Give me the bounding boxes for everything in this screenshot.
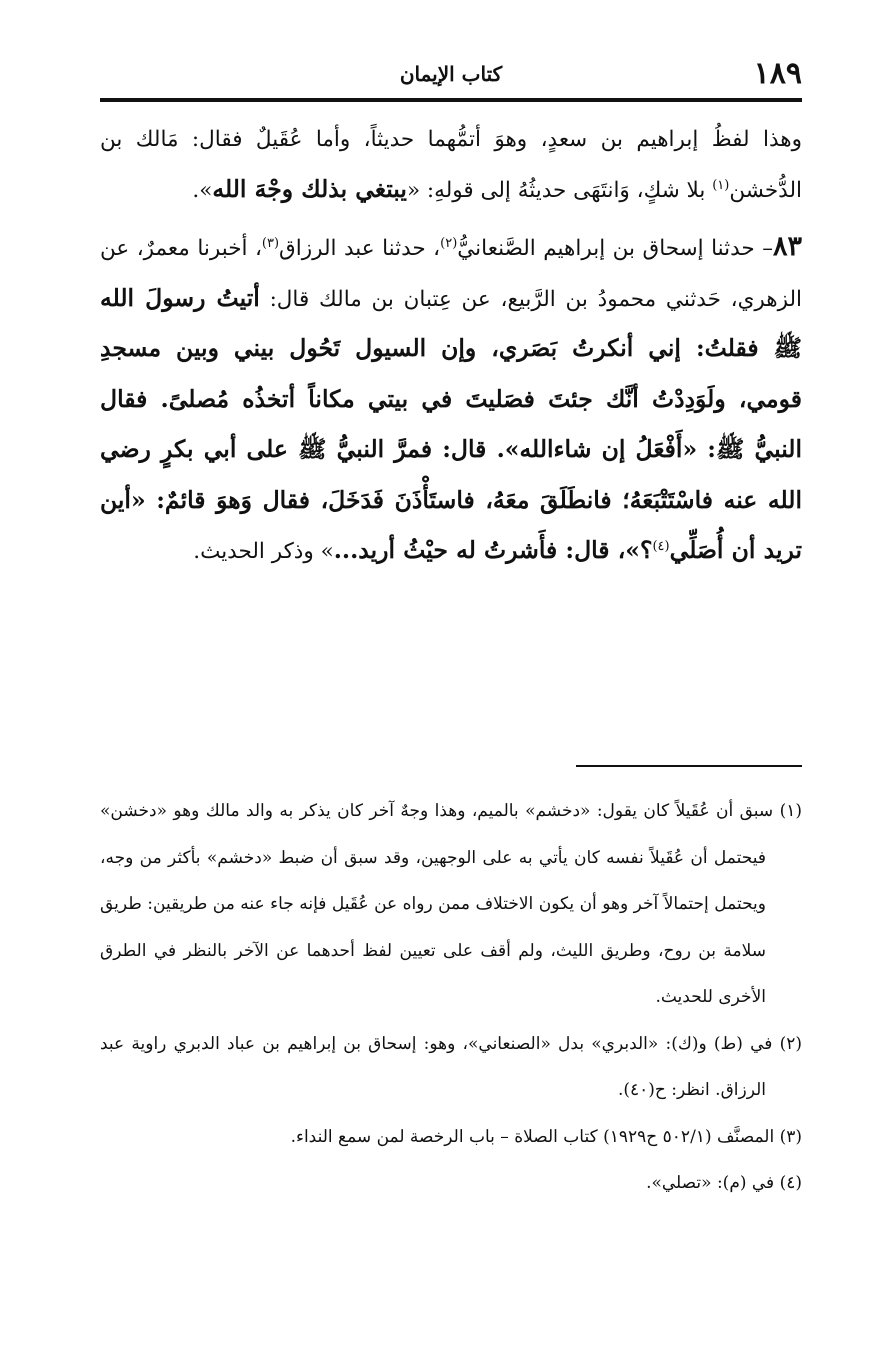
paragraph-1-text-b: بلا شكٍ، وَانتَهَى حديثُهُ إلى قولهِ: « [406,177,713,203]
footnote-2: (٢) في (ط) و(ك): «الدبري» بدل «الصنعاني»، وهو: إسحاق بن إبراهيم بن عباد الدبري راوية عبد الرزاق. انظر: ح(٤٠). [100,1033,802,1100]
footnote-ref-1: (١) [712,177,730,193]
paragraph-1 [100,116,802,215]
footnote-ref-3: (٣) [261,235,280,251]
paragraph-1-text-c: ». [192,177,213,203]
paragraph-1-bold: يبتغي بذلك وجْهَ الله [212,174,407,203]
hadith-text-b: ، حدثنا عبد الرزاق [279,236,441,261]
footnote-4: (٤) في (م): «تصلي». [646,1173,802,1193]
hadith-number: ٨٣ [772,231,802,262]
footnote-ref-2: (٢) [440,235,458,251]
footnote-3: (٣) المصنَّف (٥٠٢/١ ح١٩٢٩) كتاب الصلاة – باب الرخصة لمن سمع النداء. [290,1126,802,1147]
hadith-bold-1: أتيتُ رسولَ الله ﷺ فقلتُ: إني أنكرتُ بَصَري، وإن السيول تَحُول بيني وبين مسجدِ قومي، ولَوَدِدْتُ أنَّك جئتَ فصَليتَ في بيتي مكاناً أتخذُه مُصلىً. فقال النبيُّ ﷺ: «أَفْعَلُ إن شاءالله». قال: فمرَّ النبيُّ ﷺ على أبي بكرٍ رضي الله عنه فاسْتَتْبَعَهُ؛ فانطَلَقَ معَهُ، فاستَأْذَنَ فَدَخَلَ، فقال وَهوَ قائمٌ: «أين تريد أن أُصَلِّي [100,283,802,564]
footnote-1: (١) سبق أن عُقَيلاً كان يقول: «دخشم» بالميم، وهذا وجهٌ آخر كان يذكر به والد مالك وهو «دخشن» فيحتمل أن عُقَيلاً نفسه كان يأتي به على الوجهين، وقد سبق أن ضبط «دخشم» بأكثر من وجه، ويحتمل إحتمالاً آخر وهو أن يكون الاختلاف ممن رواه عن عُقَيل فإنه جاء عنه من طريقين: طريق سلامة بن روح، وطريق الليث، ولم أقف على تعيين لفظ أحدهما عن الآخر بالنظر في الطرق الأخرى للحديث. [100,801,802,1007]
footnote-separator [576,765,802,767]
main-text [100,116,802,577]
running-title: كتاب الإيمان [399,62,503,86]
footnote-ref-4: (٤) [652,538,670,554]
paragraph-1-text-a: وهذا لفظُ إبراهيم بن سعدٍ، وهوَ أتمُّهما حديثاً، وأما عُقَيلٌ فقال: مَالك بن الدُّخشن [100,127,802,203]
hadith-bold-2: ؟»، قال: فأَشرتُ له حيْثُ أريد... [333,536,653,564]
page-header [100,52,802,96]
hadith-text-a: – حدثنا إسحاق بن إبراهيم الصَّنعانيُّ [457,236,773,261]
hadith-text-d: » وذكر الحديث. [193,539,334,564]
hadith-83 [100,223,802,577]
header-rule [100,98,802,102]
hadith-text-c: ، أخبرنا معمرٌ، عن الزهري، حَدثني محمودُ بن الرَّبيع، عن عِتبان بن مالك قال: [100,236,803,312]
page-number: ١٨٩ [753,56,802,91]
footnotes [100,788,802,1207]
